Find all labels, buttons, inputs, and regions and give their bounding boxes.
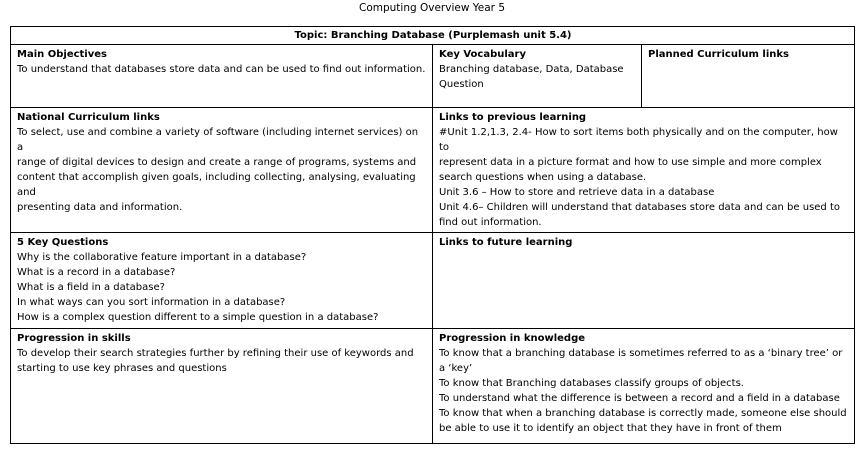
national-curriculum-line: presenting data and information. (17, 202, 183, 213)
key-vocabulary-line: Branching database, Data, Database (439, 64, 624, 75)
national-curriculum-line: To select, use and combine a variety of software (including internet services) on a (17, 127, 419, 153)
progression-knowledge-line: To know that Branching databases classify groups of objects. (439, 378, 744, 389)
progression-skills-cell (11, 329, 433, 444)
links-previous-line: Unit 4.6– Children will understand that databases store data and can be used to (439, 202, 840, 213)
key-question: What is a record in a database? (17, 267, 176, 278)
progression-knowledge-cell (433, 329, 855, 444)
key-questions-heading: 5 Key Questions (17, 237, 109, 248)
progression-skills-line: To develop their search strategies further by refining their use of keywords and (17, 348, 414, 359)
document-title: Computing Overview Year 5 (358, 2, 505, 14)
main-objectives-text: To understand that databases store data and can be used to find out information. (17, 64, 426, 75)
progression-skills-heading: Progression in skills (17, 333, 131, 344)
progression-knowledge-heading: Progression in knowledge (439, 333, 586, 344)
progression-knowledge-line: be able to use it to identify an object that they have in front of them (439, 423, 782, 434)
topic-heading: Topic: Branching Database (Purplemash unit 5.4) (11, 27, 855, 45)
key-vocabulary-line: Question (439, 79, 484, 90)
links-previous-line: represent data in a picture format and how to use simple and more complex (439, 157, 822, 168)
progression-row (11, 329, 855, 444)
links-previous-line: find out information. (439, 217, 542, 228)
links-previous-learning-heading: Links to previous learning (439, 112, 587, 123)
overview-table (10, 26, 855, 444)
planned-curriculum-links-cell (642, 45, 855, 108)
national-curriculum-links-cell (11, 108, 433, 233)
curriculum-row (11, 108, 855, 233)
key-vocabulary-heading: Key Vocabulary (439, 49, 526, 60)
main-objectives-cell (11, 45, 433, 108)
key-question: In what ways can you sort information in a database? (17, 297, 286, 308)
national-curriculum-line: content that accomplish given goals, including collecting, analysing, evaluating and (17, 172, 416, 198)
progression-knowledge-line: To know that when a branching database is correctly made, someone else should (439, 408, 847, 419)
links-future-learning-cell (433, 233, 855, 329)
national-curriculum-links-heading: National Curriculum links (17, 112, 160, 123)
links-future-learning-heading: Links to future learning (439, 237, 573, 248)
objectives-row (11, 45, 855, 108)
planned-curriculum-links-heading: Planned Curriculum links (648, 49, 789, 60)
links-previous-learning-cell (433, 108, 855, 233)
topic-row (11, 27, 855, 45)
key-question: What is a field in a database? (17, 282, 165, 293)
links-previous-line: Unit 3.6 – How to store and retrieve data in a database (439, 187, 715, 198)
key-question: Why is the collaborative feature important in a database? (17, 252, 307, 263)
progression-knowledge-line: To know that a branching database is sometimes referred to as a ‘binary tree’ or (439, 348, 843, 359)
links-previous-line: #Unit 1.2,1.3, 2.4- How to sort items both physically and on the computer, how to (439, 127, 838, 153)
national-curriculum-line: range of digital devices to design and create a range of programs, systems and (17, 157, 417, 168)
questions-row (11, 233, 855, 329)
key-vocabulary-cell (433, 45, 642, 108)
main-objectives-heading: Main Objectives (17, 49, 107, 60)
progression-knowledge-line: To understand what the difference is between a record and a field in a database (439, 393, 840, 404)
links-previous-line: search questions when using a database. (439, 172, 647, 183)
progression-knowledge-line: a ‘key’ (439, 363, 473, 374)
progression-skills-line: starting to use key phrases and questions (17, 363, 227, 374)
key-question: How is a complex question different to a simple question in a database? (17, 312, 379, 323)
key-questions-cell (11, 233, 433, 329)
